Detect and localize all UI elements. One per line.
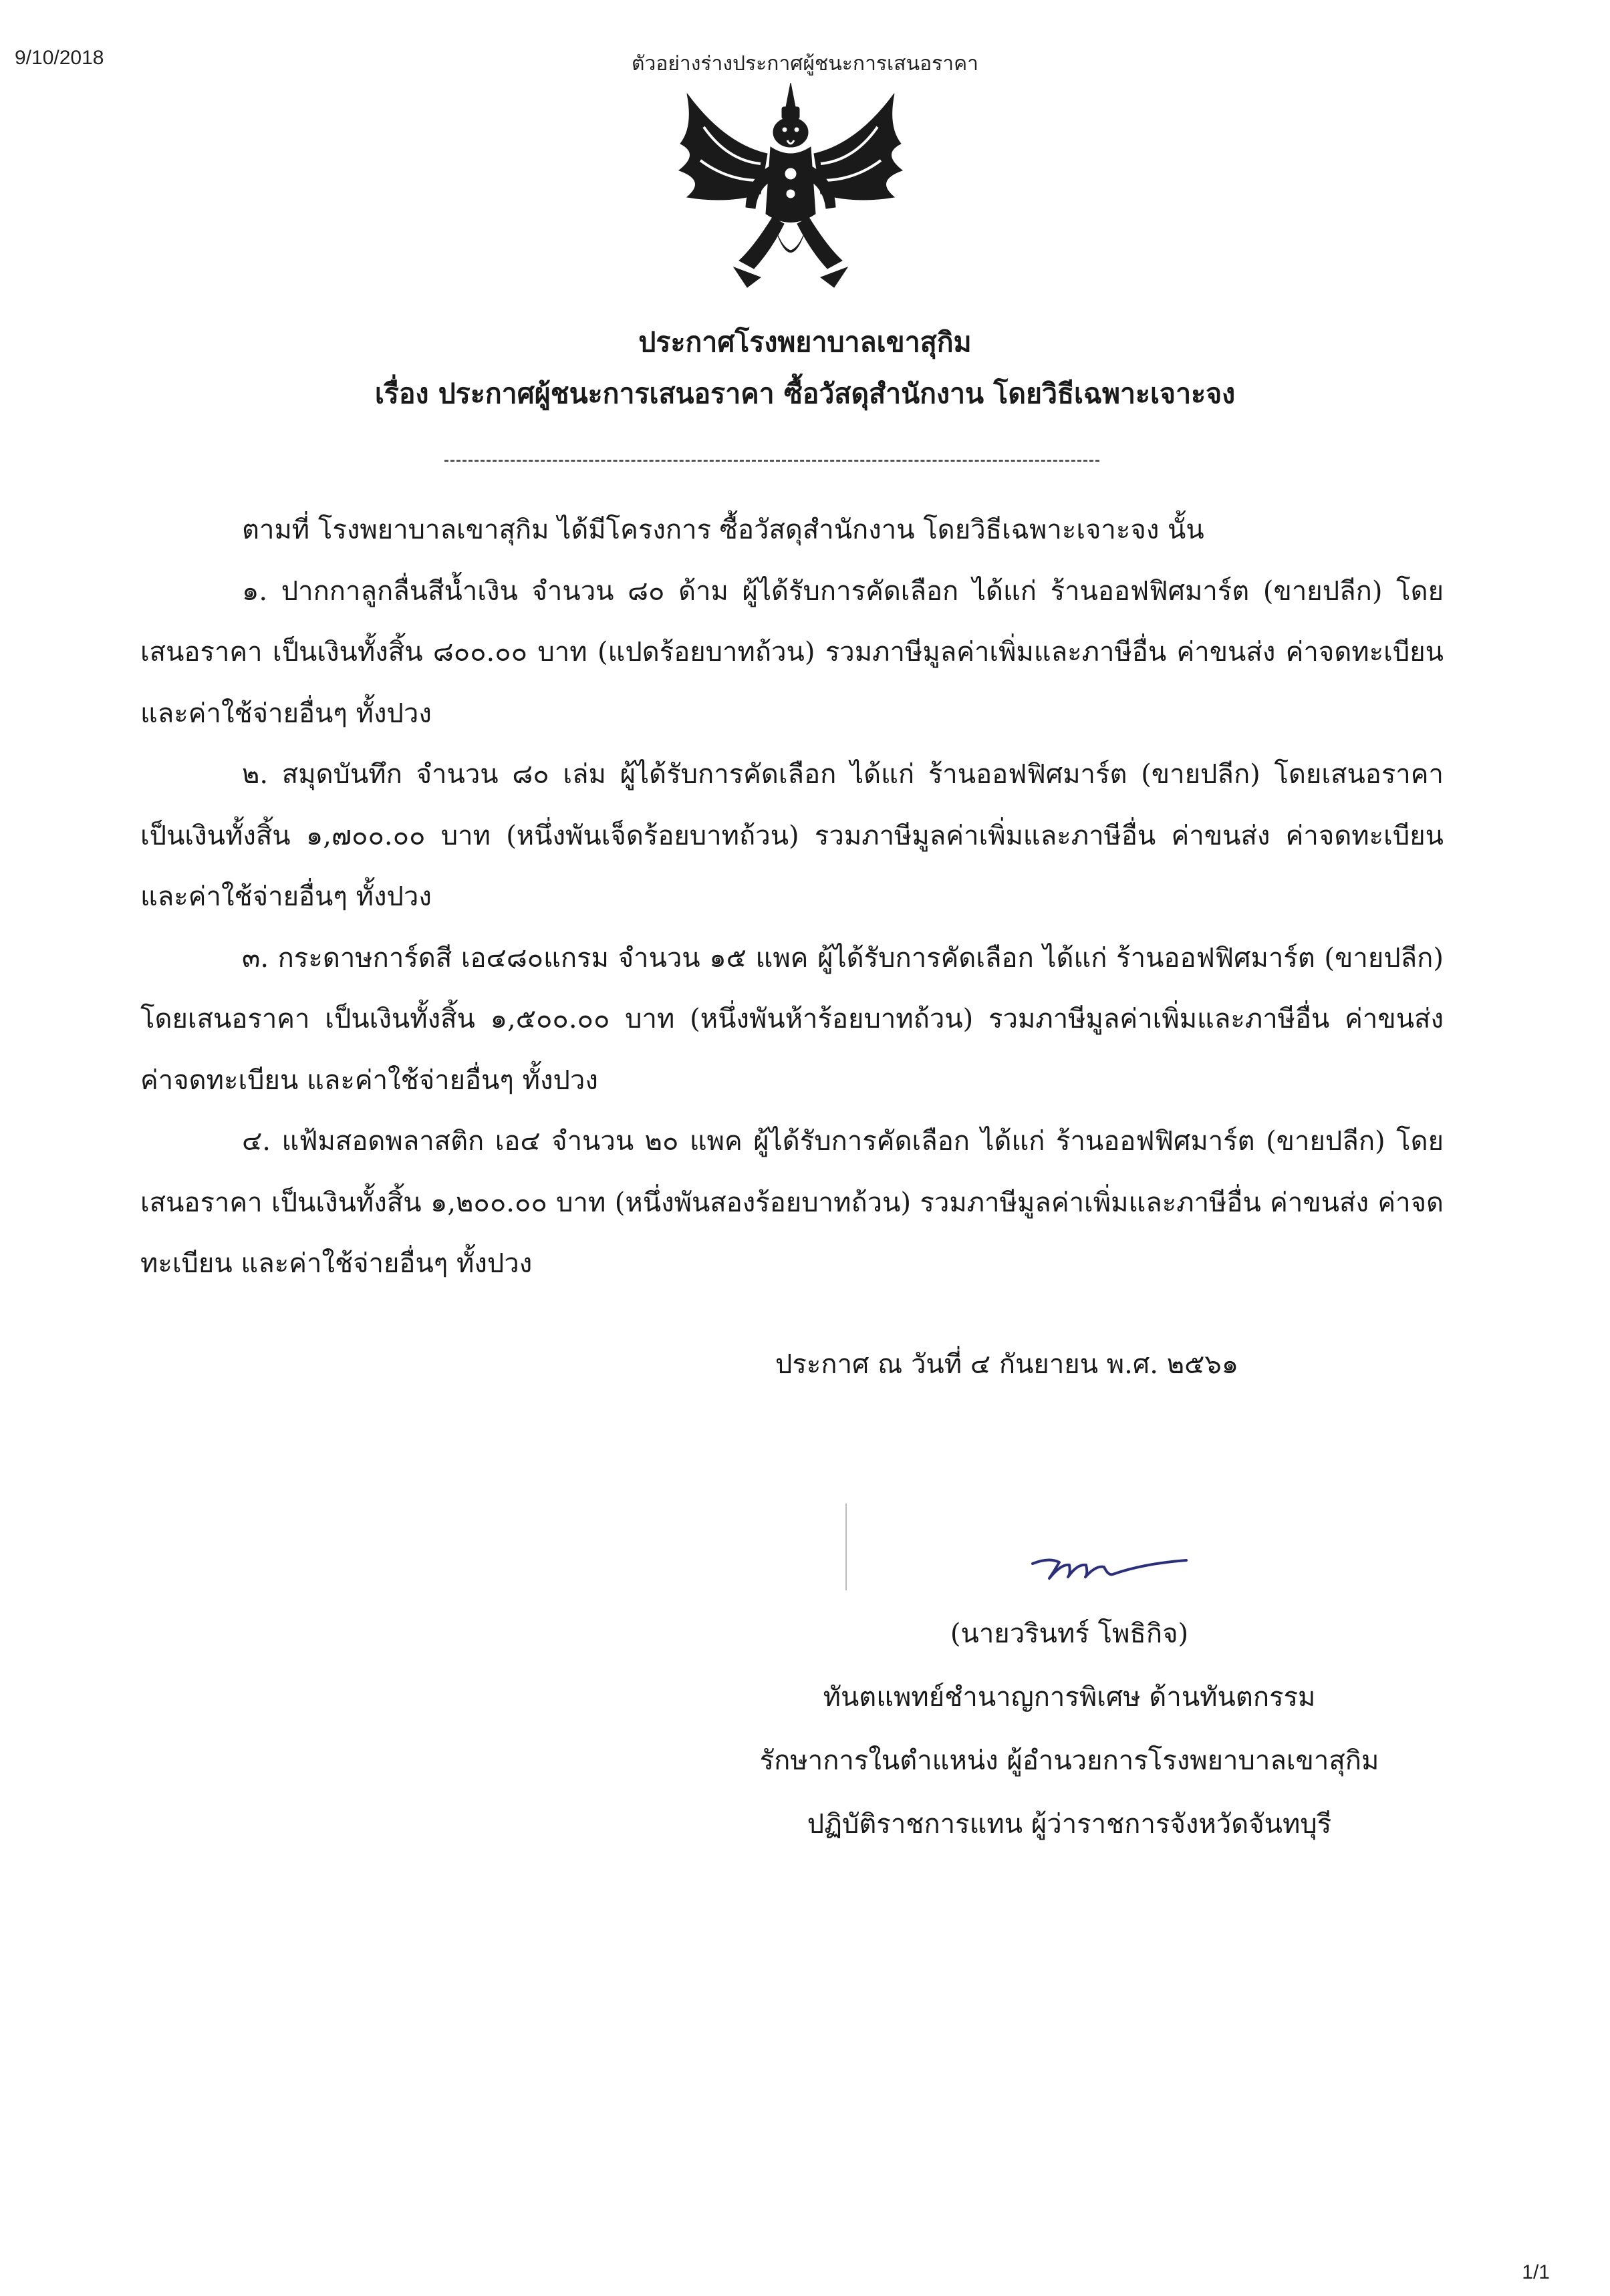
signatory-name: (นายวรินทร์ โพธิกิจ) (950, 1618, 1189, 1649)
signatory-position-2: รักษาการในตำแหน่ง ผู้อำนวยการโรงพยาบาลเขาสุกิม (759, 1745, 1379, 1776)
print-date: 9/10/2018 (15, 47, 104, 69)
item-paragraph-4: ๔. แฟ้มสอดพลาสติก เอ๔ จำนวน ๒๐ แพค ผู้ได้รับการคัดเลือก ได้แก่ ร้านออฟฟิศมาร์ต (ขายปลีก) โดยเสนอราคา เป็นเงินทั้งสิ้น ๑,๒๐๐.๐๐ บาท (หนึ่งพันสองร้อยบาทถ้วน) รวมภาษีมูลค่าเพิ่มและภาษีอื่น ค่าขนส่ง ค่าจดทะเบียน และค่าใช้จ่ายอื่นๆ ทั้งปวง (140, 1126, 1444, 1279)
announce-date: ประกาศ ณ วันที่ ๔ กันยายน พ.ศ. ๒๕๖๑ (775, 1349, 1239, 1380)
handwritten-signature-icon (1029, 1537, 1190, 1597)
intro-paragraph: ตามที่ โรงพยาบาลเขาสุกิม ได้มีโครงการ ซื้อวัสดุสำนักงาน โดยวิธีเฉพาะเจาะจง นั้น (242, 515, 1204, 545)
document-caption: ตัวอย่างร่างประกาศผู้ชนะการเสนอราคา (632, 53, 978, 75)
signatory-position-3: ปฏิบัติราชการแทน ผู้ว่าราชการจังหวัดจันทบุรี (807, 1809, 1332, 1840)
signature-block (702, 1602, 1437, 1856)
scan-artifact (845, 1503, 847, 1590)
item-paragraph-3: ๓. กระดาษการ์ดสี เอ๔๘๐แกรม จำนวน ๑๕ แพค ผู้ได้รับการคัดเลือก ได้แก่ ร้านออฟฟิศมาร์ต (ขายปลีก) โดยเสนอราคา เป็นเงินทั้งสิ้น ๑,๕๐๐.๐๐ บาท (หนึ่งพันห้าร้อยบาทถ้วน) รวมภาษีมูลค่าเพิ่มและภาษีอื่น ค่าขนส่ง ค่าจดทะเบียน และค่าใช้จ่ายอื่นๆ ทั้งปวง (140, 942, 1444, 1096)
garuda-emblem-icon (660, 80, 921, 301)
signatory-position-1: ทันตแพทย์ชำนาญการพิเศษ ด้านทันตกรรม (823, 1682, 1316, 1713)
announcement-body (140, 500, 1444, 1295)
item-paragraph-2: ๒. สมุดบันทึก จำนวน ๘๐ เล่ม ผู้ได้รับการคัดเลือก ได้แก่ ร้านออฟฟิศมาร์ต (ขายปลีก) โดยเสนอราคา เป็นเงินทั้งสิ้น ๑,๗๐๐.๐๐ บาท (หนึ่งพันเจ็ดร้อยบาทถ้วน) รวมภาษีมูลค่าเพิ่มและภาษีอื่น ค่าขนส่ง ค่าจดทะเบียน และค่าใช้จ่ายอื่นๆ ทั้งปวง (140, 759, 1444, 912)
title-divider (444, 460, 1099, 462)
page-number: 1/1 (1522, 2261, 1550, 2283)
announcement-title: ประกาศโรงพยาบาลเขาสุกิม (638, 326, 972, 358)
item-paragraph-1: ๑. ปากกาลูกลื่นสีน้ำเงิน จำนวน ๘๐ ด้าม ผู้ได้รับการคัดเลือก ได้แก่ ร้านออฟฟิศมาร์ต (ขายปลีก) โดยเสนอราคา เป็นเงินทั้งสิ้น ๘๐๐.๐๐ บาท (แปดร้อยบาทถ้วน) รวมภาษีมูลค่าเพิ่มและภาษีอื่น ค่าขนส่ง ค่าจดทะเบียน และค่าใช้จ่ายอื่นๆ ทั้งปวง (140, 575, 1444, 729)
announcement-subject: เรื่อง ประกาศผู้ชนะการเสนอราคา ซื้อวัสดุสำนักงาน โดยวิธีเฉพาะเจาะจง (374, 378, 1236, 410)
